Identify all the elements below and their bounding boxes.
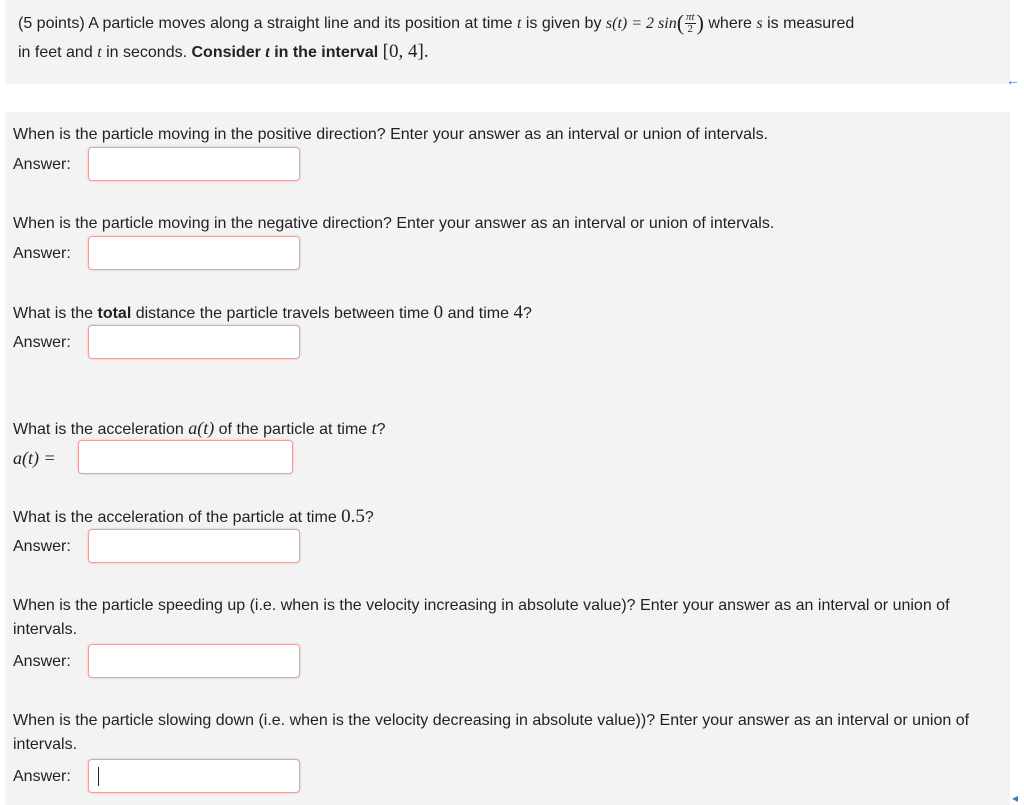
position-function: s(t) = 2 sin: [605, 15, 677, 32]
answer-label: Answer:: [13, 653, 71, 670]
answer-label: Answer:: [13, 334, 71, 351]
answer-input-acceleration[interactable]: [78, 440, 293, 474]
answer-input-total-distance[interactable]: [88, 325, 300, 359]
question-acceleration-function: What is the acceleration a(t) of the particle at time t?: [13, 418, 386, 438]
arrow-left-icon[interactable]: ◂: [1012, 791, 1019, 805]
intro-text: where: [708, 15, 752, 32]
answer-label: Answer:: [13, 245, 71, 262]
fraction: [685, 12, 696, 35]
var-t: t: [516, 15, 522, 32]
answer-input-speeding-up[interactable]: [88, 644, 300, 678]
interval: [0, 4].: [382, 41, 429, 62]
problem-statement: (5 points) A particle moves along a straight line and its position at time t is given by s(t) = 2 sin( $\frac{\pi t}{2}$ ) where s is measured in feet and t in seconds. Consider t in the interval [0, 4].: [5, 0, 1010, 84]
fraction-numerator: πt: [686, 11, 695, 24]
answer-input-negative[interactable]: [88, 236, 300, 270]
acceleration-label: a(t) =: [13, 448, 56, 468]
question-total-distance: What is the total distance the particle travels between time 0 and time 4?: [13, 302, 532, 323]
answer-input-slowing-down[interactable]: [88, 759, 300, 793]
intro-text: (5 points) A particle moves along a straight line and its position at time: [18, 15, 513, 32]
answer-label: Answer:: [13, 156, 71, 173]
question-slowing-down: When is the particle slowing down (i.e. when is the velocity decreasing in absolute value))? Enter your answer as an interval or union of intervals.: [13, 712, 970, 753]
answer-label: Answer:: [13, 768, 71, 785]
question-acceleration-at-time: What is the acceleration of the particle at time 0.5?: [13, 506, 374, 527]
question-speeding-up: When is the particle speeding up (i.e. when is the velocity increasing in absolute value)? Enter your answer as an interval or union of intervals.: [13, 597, 950, 638]
answer-input-positive[interactable]: [88, 147, 300, 181]
answer-input-acceleration-value[interactable]: [88, 529, 300, 563]
intro-text: is measured: [767, 15, 855, 32]
intro-text: in seconds.: [106, 44, 188, 61]
text-cursor: [98, 767, 99, 786]
intro-bold: in the interval: [274, 44, 379, 61]
question-negative-direction: When is the particle moving in the negative direction? Enter your answer as an interval or union of intervals.: [13, 215, 775, 232]
intro-text: is given by: [525, 15, 602, 32]
var-t: t: [97, 44, 102, 61]
fraction-denominator: 2: [687, 23, 694, 36]
answer-label: Answer:: [13, 538, 71, 555]
intro-text: in feet and: [18, 44, 93, 61]
question-panel: [5, 112, 1010, 805]
var-t: t: [265, 44, 270, 61]
arrow-left-icon[interactable]: ←: [1006, 72, 1020, 88]
question-positive-direction: When is the particle moving in the positive direction? Enter your answer as an interval or union of intervals.: [13, 126, 769, 143]
var-s: s: [756, 15, 763, 32]
intro-bold: Consider: [191, 44, 261, 61]
